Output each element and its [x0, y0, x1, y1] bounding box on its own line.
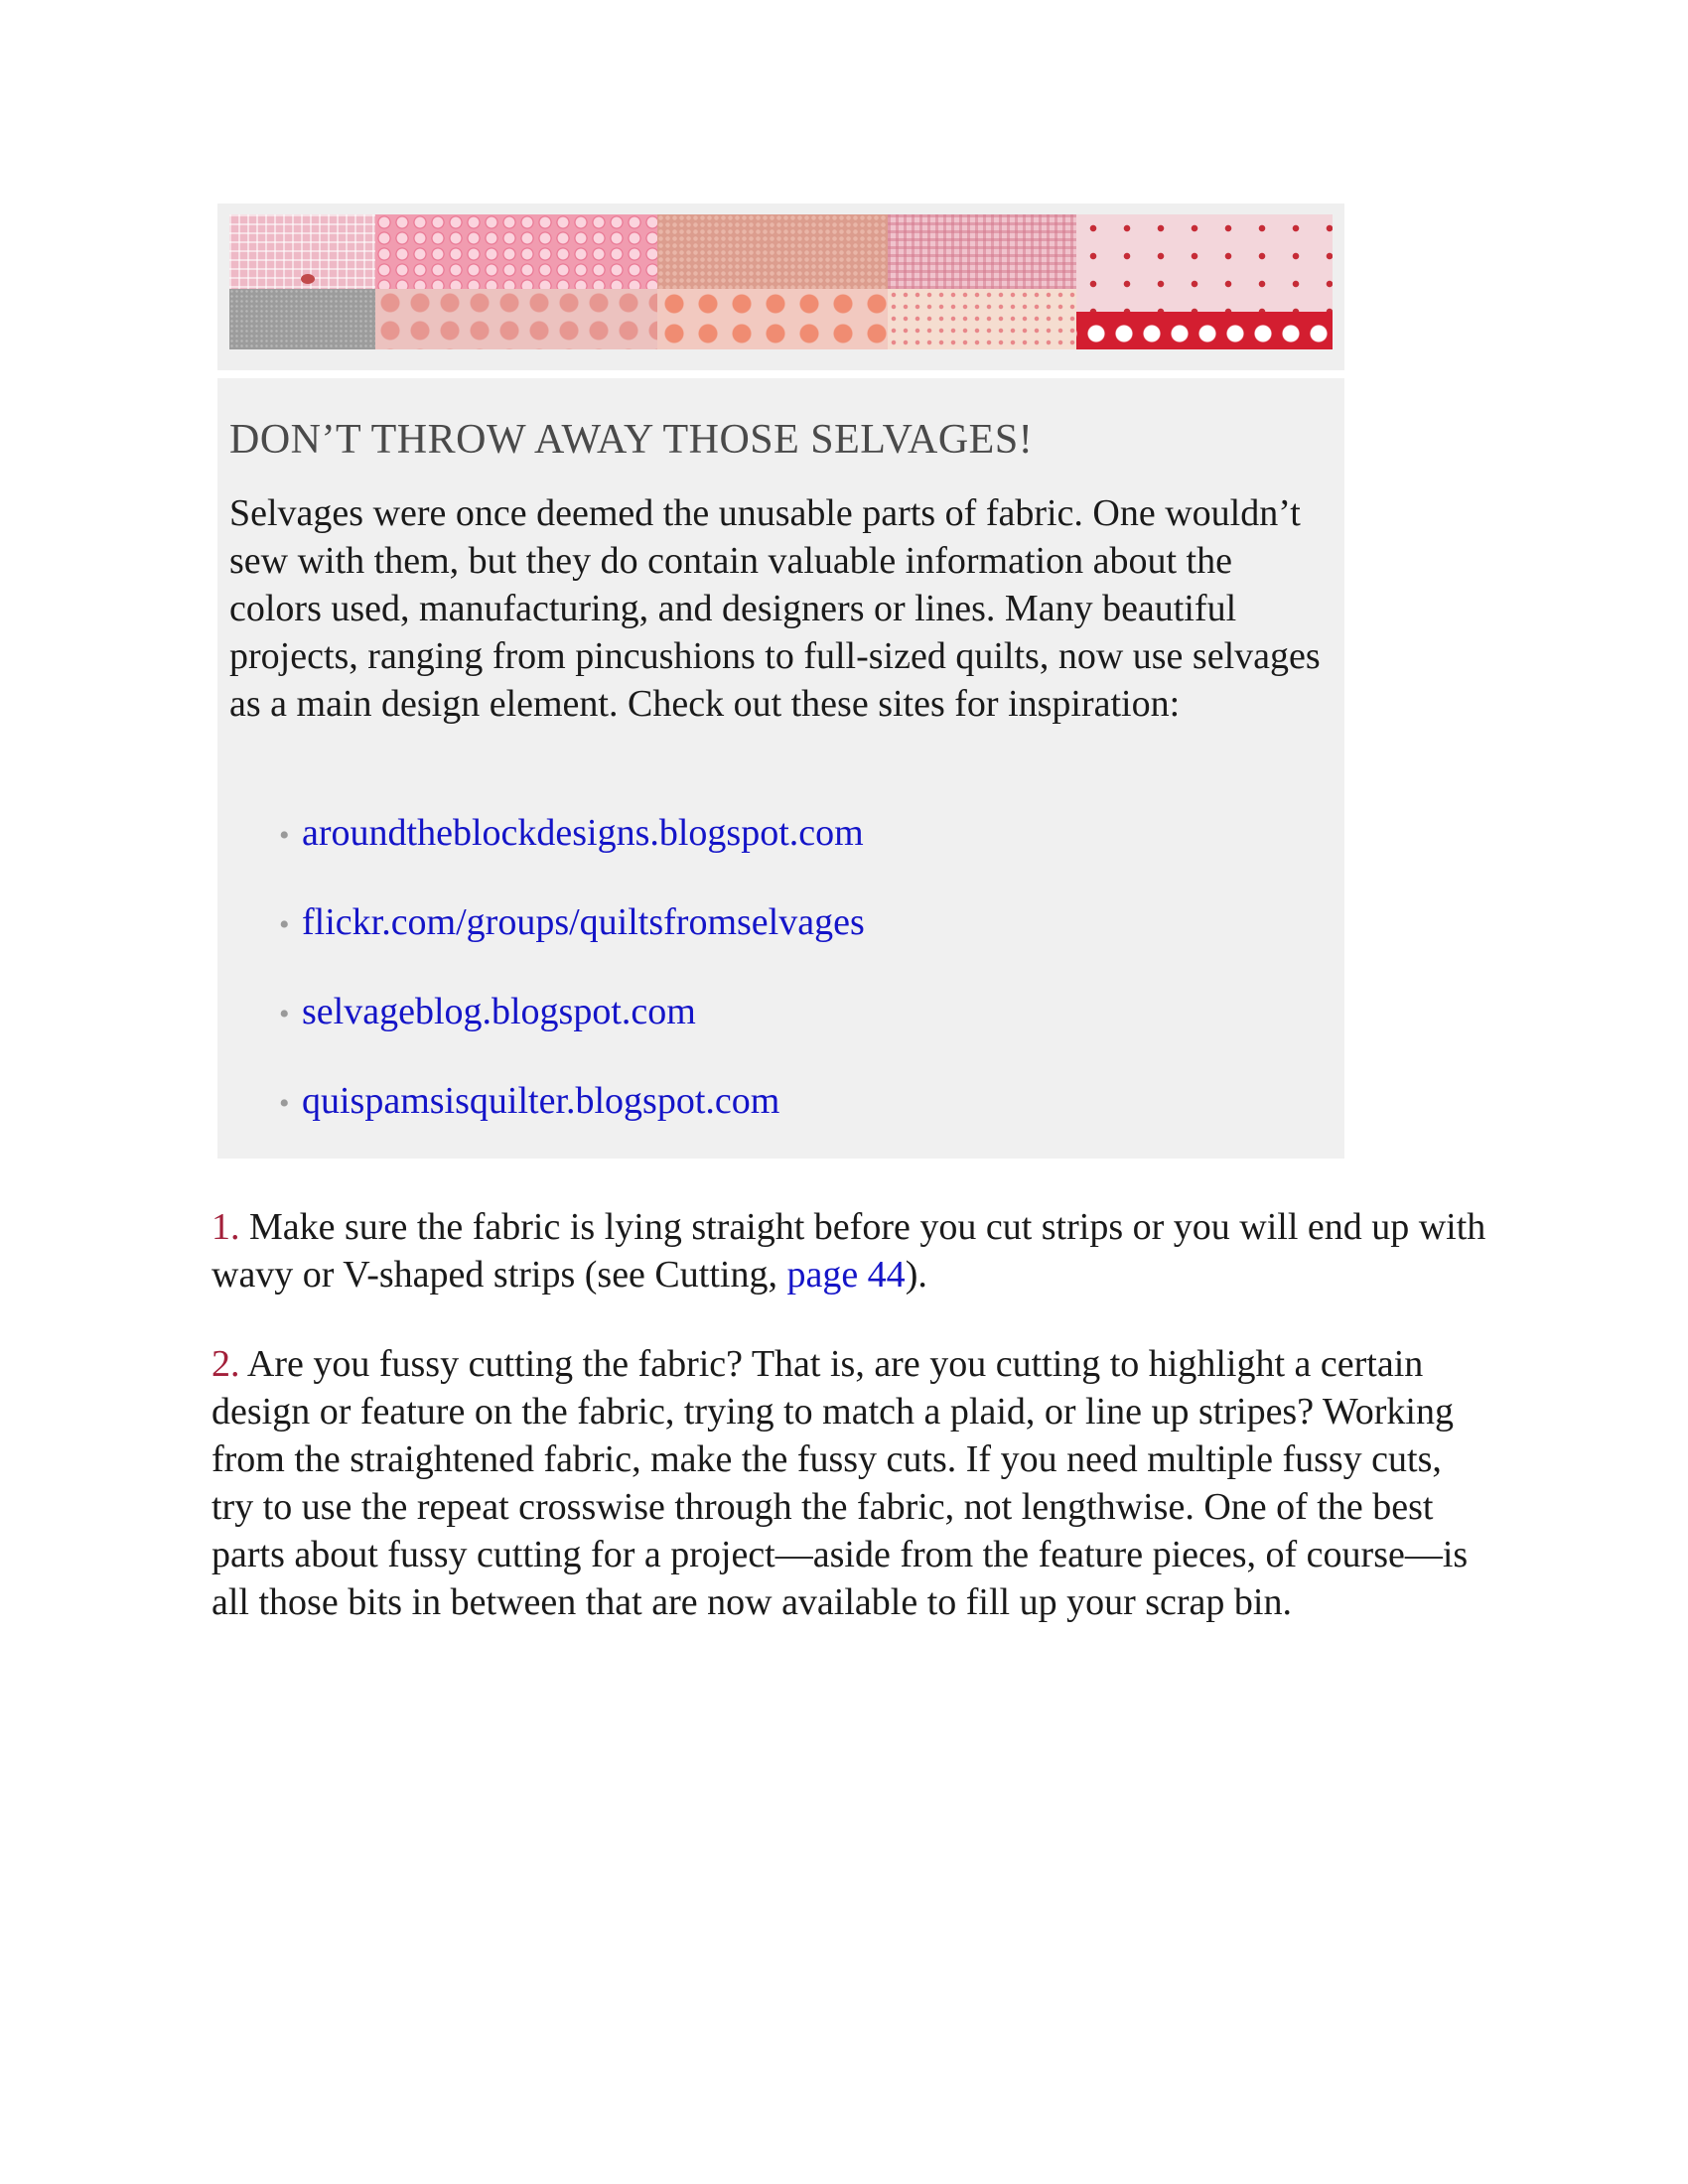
- fabric-swatches-banner-image: [229, 214, 1333, 349]
- bullet-icon: •: [279, 908, 290, 941]
- step-number: 1.: [211, 1206, 240, 1248]
- page-reference-link[interactable]: page 44: [786, 1254, 906, 1296]
- inspiration-link[interactable]: flickr.com/groups/quiltsfromselvages: [302, 901, 865, 943]
- step-text: ).: [905, 1254, 927, 1296]
- inspiration-link[interactable]: aroundtheblockdesigns.blogspot.com: [302, 812, 864, 854]
- step-2-paragraph: [211, 1340, 1492, 1626]
- sidebar-title: DON’T THROW AWAY THOSE SELVAGES!: [229, 417, 1034, 463]
- list-item: [279, 809, 865, 898]
- list-item: [279, 898, 865, 988]
- bullet-icon: •: [279, 1087, 290, 1120]
- bullet-icon: •: [279, 998, 290, 1030]
- fabric-swatch: [375, 214, 657, 349]
- sidebar-body-text: Selvages were once deemed the unusable parts of fabric. One wouldn’t sew with them, but they do contain valuable information about the colors used, manufacturing, and designers or lines. Many beautiful projects, ranging from pincushions to full-sized quilts, now use selvages as a main design element. Check out these sites for inspiration:: [229, 492, 1321, 725]
- list-item: [279, 1077, 865, 1166]
- fabric-banner-frame: [217, 204, 1344, 370]
- fabric-swatch: [888, 214, 1076, 349]
- inspiration-link[interactable]: selvageblog.blogspot.com: [302, 991, 696, 1032]
- inspiration-link[interactable]: quispamsisquilter.blogspot.com: [302, 1080, 780, 1122]
- selvages-sidebar: [217, 378, 1344, 1159]
- step-number: 2.: [211, 1343, 240, 1385]
- fabric-swatch: [229, 214, 375, 349]
- list-item: [279, 988, 865, 1077]
- fabric-swatch: [657, 214, 888, 349]
- inspiration-links-list: [279, 809, 865, 1166]
- bullet-icon: •: [279, 819, 290, 852]
- step-text: Make sure the fabric is lying straight before you cut strips or you will end up with wavy or V-shaped strips (see Cutting,: [211, 1206, 1486, 1296]
- fabric-swatch: [1076, 214, 1333, 349]
- step-text: Are you fussy cutting the fabric? That is, are you cutting to highlight a certain design or feature on the fabric, trying to match a plaid, or line up stripes? Working from the straightened fabric, make the fussy cuts. If you need multiple fussy cuts, try to use the repeat crosswise through the fabric, not lengthwise. One of the best parts about fussy cutting for a project—aside from the feature pieces, of course—is all those bits in between that are now available to fill up your scrap bin.: [211, 1343, 1469, 1623]
- step-1-paragraph: [211, 1203, 1492, 1298]
